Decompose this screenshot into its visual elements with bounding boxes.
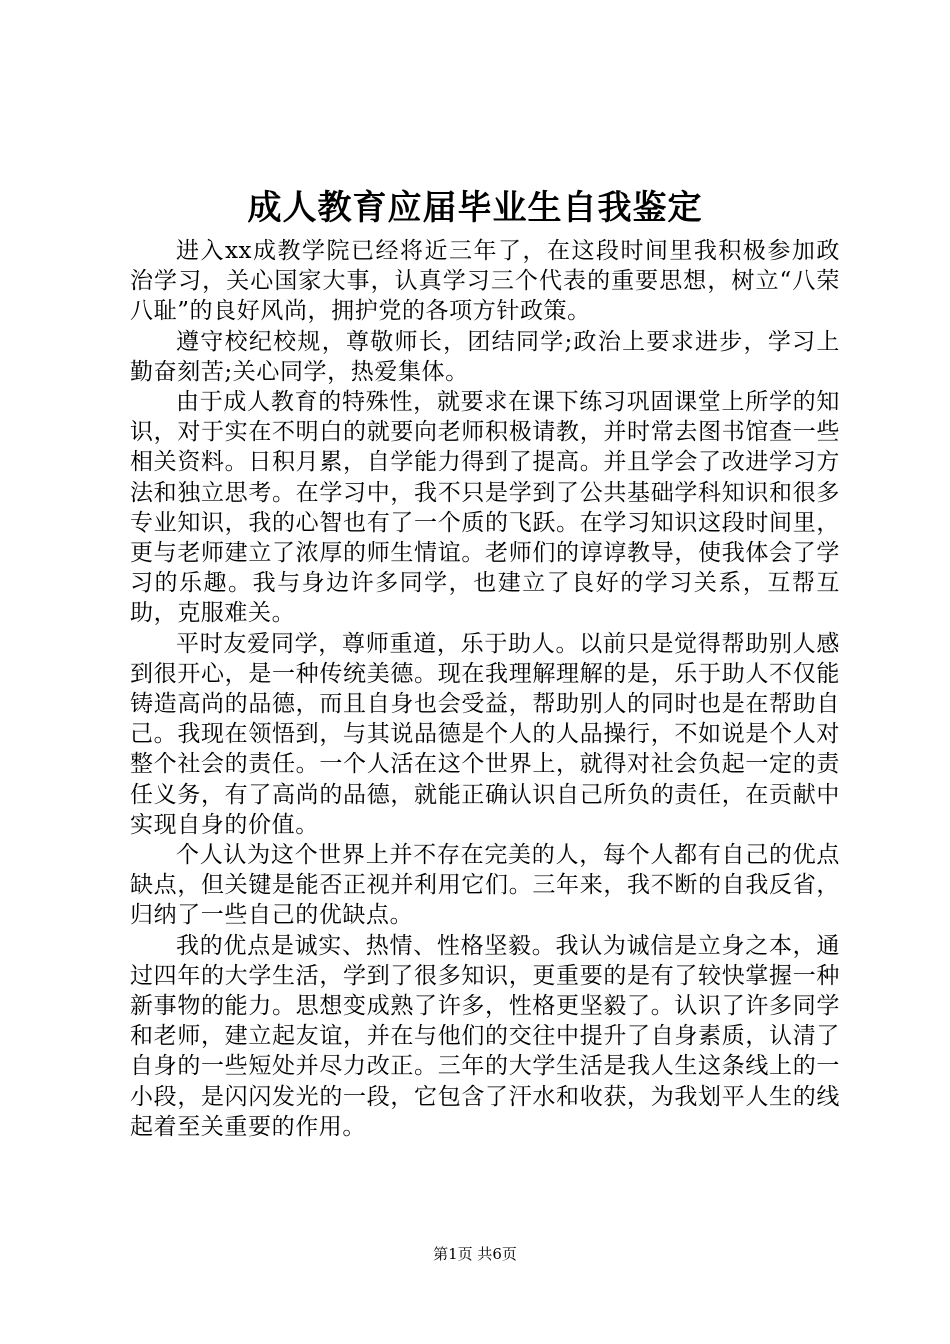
paragraph-4: 平时友爱同学，尊师重道，乐于助人。以前只是觉得帮助别人感到很开心，是一种传统美德。现在我理解理解的是，乐于助人不仅能铸造高尚的品德，而且自身也会受益，帮助别人的同时也是在帮助自己。我现在领悟到，与其说品德是个人的人品操行，不如说是个人对整个社会的责任。一个人活在这个世界上，就得对社会负起一定的责任义务，有了高尚的品德，就能正确认识自己所负的责任，在贡献中实现自身的价值。 — [130, 630, 840, 838]
paragraph-6: 我的优点是诚实、热情、性格坚毅。我认为诚信是立身之本，通过四年的大学生活，学到了很多知识，更重要的是有了较快掌握一种新事物的能力。思想变成熟了许多，性格更坚毅了。认识了许多同学和老师，建立起友谊，并在与他们的交往中提升了自身素质，认清了自身的一些短处并尽力改正。三年的大学生活是我人生这条线上的一小段，是闪闪发光的一段，它包含了汗水和收获，为我划平人生的线起着至关重要的作用。 — [130, 932, 840, 1140]
paragraph-2: 遵守校纪校规，尊敬师长，团结同学;政治上要求进步，学习上勤奋刻苦;关心同学，热爱集体。 — [130, 328, 840, 385]
paragraph-3: 由于成人教育的特殊性，就要求在课下练习巩固课堂上所学的知识，对于实在不明白的就要向老师积极请教，并时常去图书馆查一些相关资料。日积月累，自学能力得到了提高。并且学会了改进学习方法和独立思考。在学习中，我不只是学到了公共基础学科知识和很多专业知识，我的心智也有了一个质的飞跃。在学习知识这段时间里，更与老师建立了浓厚的师生情谊。老师们的谆谆教导，使我体会了学习的乐趣。我与身边许多同学，也建立了良好的学习关系，互帮互助，克服难关。 — [130, 389, 840, 627]
page-footer: 第1页 共6页 — [433, 1245, 517, 1263]
paragraph-1: 进入xx成教学院已经将近三年了，在这段时间里我积极参加政治学习，关心国家大事，认真学习三个代表的重要思想，树立“八荣八耻”的良好风尚，拥护党的各项方针政策。 — [130, 238, 840, 325]
document-title: 成人教育应届毕业生自我鉴定 — [247, 188, 703, 228]
paragraph-5: 个人认为这个世界上并不存在完美的人，每个人都有自己的优点缺点，但关键是能否正视并利用它们。三年来，我不断的自我反省，归纳了一些自己的优缺点。 — [130, 842, 840, 929]
document-body — [130, 236, 840, 1142]
